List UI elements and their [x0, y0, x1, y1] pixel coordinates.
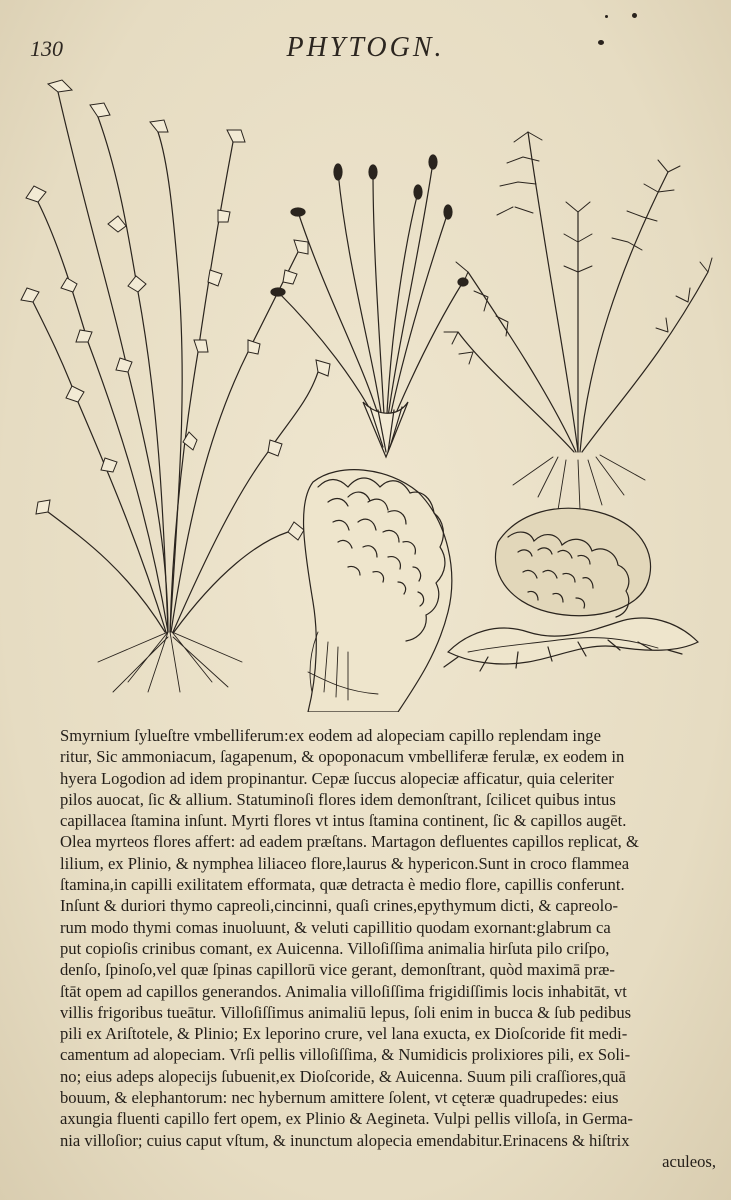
human-head-curly-hair: [304, 470, 452, 712]
body-text: [60, 725, 716, 1172]
woodcut-illustration: [18, 72, 718, 712]
text-line: no; eius adeps alopecijs ſubuenit,ex Dioſcoride, & Auicenna. Suum pili craſſiores,quā: [60, 1066, 626, 1086]
ink-spot: [598, 40, 604, 45]
ink-spot: [632, 13, 637, 18]
curled-endive: [444, 508, 698, 671]
text-line: put copioſis crinibus comant, ex Auicenna. Villoſiſſima animalia hirſuta pilo criſpo,: [60, 938, 610, 958]
text-line: bouum, & elephantorum: nec hybernum amittere ſolent, vt cęteræ quadrupedes: eius: [60, 1088, 619, 1108]
text-line: pilos auocat, ſic & allium. Statuminoſi flores idem demonſtrant, ſcilicet quibus intus: [60, 789, 616, 809]
text-line: denſo, ſpinoſo,vel quæ ſpinas capillorū vice gerant, demonſtrant, quòd maximā præ-: [60, 960, 615, 980]
text-line: capillacea ſtamina inſunt. Myrti flores vt intus ſtamina continent, ſic & capillos augēt.: [60, 811, 627, 831]
running-head: PHYTOGN.: [286, 32, 445, 63]
parsley-plant: [444, 132, 712, 510]
text-line: Smyrnium ſylueſtre vmbelliferum:ex eodem ad alopeciam capillo replendam inge: [60, 726, 601, 745]
text-line: Olea myrteos flores affert: ad eadem præſtans. Martagon defluentes capillos replicat, &: [60, 832, 639, 852]
text-line: ſtāt opem ad capillos generandos. Animalia villoſiſſima frigidiſſimis locis inhabitāt, vt: [60, 981, 627, 1001]
text-line: Inſunt & duriori thymo capreoli,cincinni, quaſi crines,epythymum dicti, & capreolo-: [60, 896, 619, 916]
text-line: ritur, Sic ammoniacum, ſagapenum, & opoponacum vmbelliferæ ferulæ, ex eodem in: [60, 747, 625, 767]
page-number: 130: [30, 36, 63, 61]
text-line: villis frigoribus tueātur. Villoſiſſimus animaliū lepus, ſoli enim in bucca & ſub pedibus: [60, 1002, 632, 1022]
text-line: hyera Logodion ad idem propinantur. Cepæ ſuccus alopeciæ afficatur, quia celeriter: [60, 768, 614, 788]
text-line: rum modo thymi comas inuoluunt, & veluti capillitio quodam exornant:glabrum ca: [60, 917, 611, 937]
text-line: ſtamina,in capilli exilitatem efformata, quæ detracta è medio flore, capillis conferunt.: [60, 875, 625, 895]
woodcut-plate: [18, 72, 718, 712]
text-line: axungia fluenti capillo fert opem, ex Plinio & Aegineta. Vulpi pellis villoſa, in Germa-: [60, 1109, 633, 1129]
maidenhair-fern: [21, 80, 330, 692]
ink-spot: [605, 15, 608, 18]
martagon-stamens: [271, 155, 468, 457]
text-line: pili ex Ariſtotele, & Plinio; Ex leporino crure, vel lana exucta, ex Dioſcoride fit medi-: [60, 1024, 628, 1044]
text-line: lilium, ex Plinio, & nymphea liliaceo flore,laurus & hypericon.Sunt in croco flammea: [60, 853, 630, 873]
catchword: aculeos,: [662, 1151, 716, 1171]
text-line: camentum ad alopeciam. Vrſi pellis villoſiſſima, & Numidicis prolixiores pili, ex Soli-: [60, 1045, 631, 1065]
text-line: nia villoſior; cuius caput vſtum, & inunctum alopecia emendabitur.Erinacens & hiſtrix: [60, 1130, 630, 1150]
